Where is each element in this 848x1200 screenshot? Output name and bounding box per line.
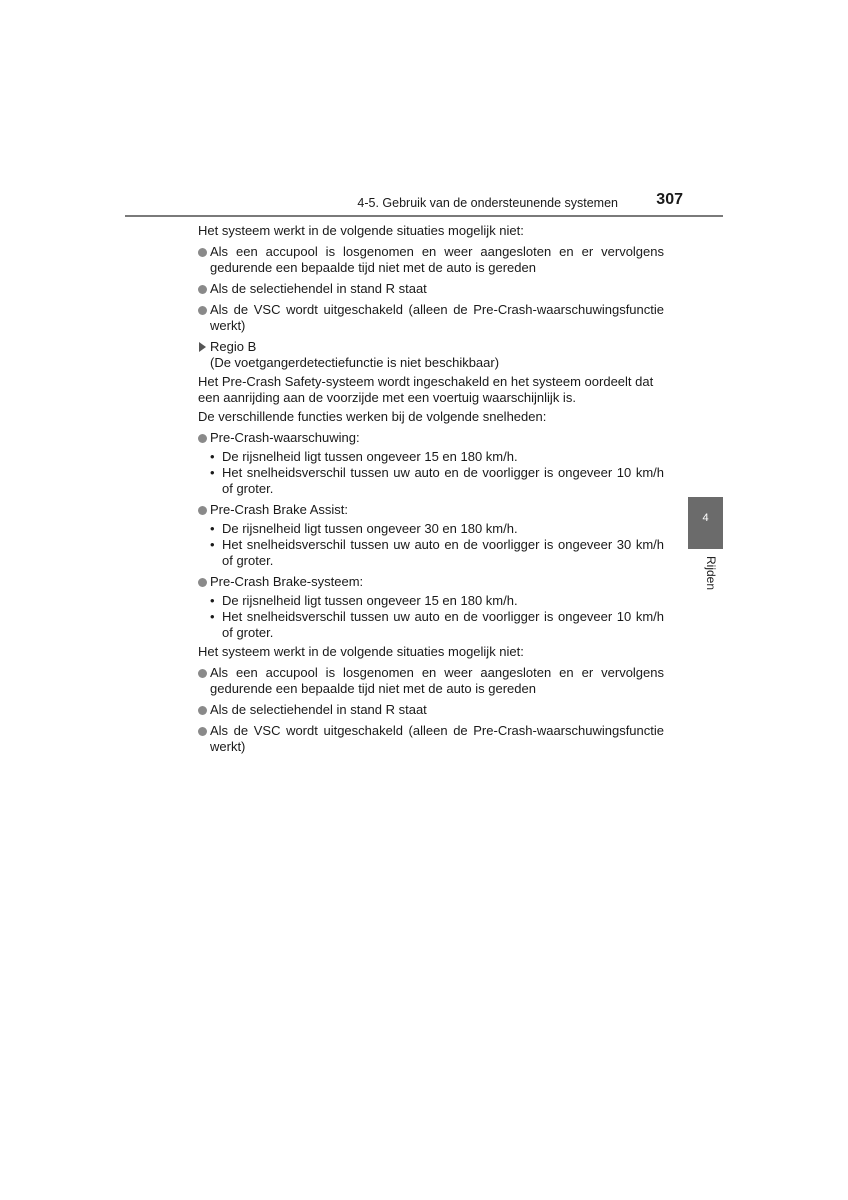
region-note: (De voetgangerdetectiefunctie is niet beschikbaar)	[210, 355, 500, 370]
sub-list-item: • Het snelheidsverschil tussen uw auto en de voorligger is ongeveer 30 km/h of groter.	[210, 537, 664, 568]
dot-bullet-icon: •	[210, 465, 215, 480]
function-item: Pre-Crash Brake Assist:	[198, 502, 664, 518]
list-item: Als de selectiehendel in stand R staat	[198, 702, 664, 718]
circle-bullet-icon	[198, 706, 207, 715]
function-item: Pre-Crash Brake-systeem:	[198, 574, 664, 590]
circle-bullet-icon	[198, 248, 207, 257]
section-title: 4-5. Gebruik van de ondersteunende systemen	[357, 196, 618, 210]
body-paragraph-2: De verschillende functies werken bij de volgende snelheden:	[198, 409, 547, 424]
dot-bullet-icon: •	[210, 537, 215, 552]
list-item: Als een accupool is losgenomen en weer aangesloten en er vervolgens gedurende een bepaalde tijd niet met de auto is gereden	[198, 665, 664, 697]
list-item: Als een accupool is losgenomen en weer aangesloten en er vervolgens gedurende een bepaalde tijd niet met de auto is gereden	[198, 244, 664, 276]
dot-bullet-icon: •	[210, 449, 215, 464]
circle-bullet-icon	[198, 727, 207, 736]
dot-bullet-icon: •	[210, 521, 215, 536]
body-paragraph-1: Het Pre-Crash Safety-systeem wordt ingeschakeld en het systeem oordeelt dat een aanrijding aan de voorzijde met een voertuig waarschijnlijk is.	[198, 374, 654, 405]
circle-bullet-icon	[198, 578, 207, 587]
region-title: Regio B	[210, 339, 257, 354]
chapter-label: Rijden	[704, 556, 718, 591]
region-heading	[198, 339, 664, 371]
circle-bullet-icon	[198, 506, 207, 515]
page-content	[198, 223, 664, 755]
list-item: Als de selectiehendel in stand R staat	[198, 281, 664, 297]
dot-bullet-icon: •	[210, 609, 215, 624]
circle-bullet-icon	[198, 285, 207, 294]
page-header	[125, 190, 723, 218]
sub-list-item: • Het snelheidsverschil tussen uw auto en de voorligger is ongeveer 10 km/h of groter.	[210, 609, 664, 640]
triangle-right-icon	[199, 342, 206, 352]
function-item: Pre-Crash-waarschuwing:	[198, 430, 664, 446]
circle-bullet-icon	[198, 434, 207, 443]
list-item: Als de VSC wordt uitgeschakeld (alleen de Pre-Crash-waarschuwingsfunctie werkt)	[198, 723, 664, 755]
dot-bullet-icon: •	[210, 593, 215, 608]
sub-list-item: • De rijsnelheid ligt tussen ongeveer 15 en 180 km/h.	[210, 449, 518, 464]
page-number: 307	[656, 191, 683, 208]
header-divider	[125, 215, 723, 217]
chapter-number: 4	[702, 512, 709, 524]
sub-list-item: • Het snelheidsverschil tussen uw auto en de voorligger is ongeveer 10 km/h of groter.	[210, 465, 664, 496]
intro-paragraph-2: Het systeem werkt in de volgende situaties mogelijk niet:	[198, 644, 524, 659]
sub-list-item: • De rijsnelheid ligt tussen ongeveer 30 en 180 km/h.	[210, 521, 518, 536]
circle-bullet-icon	[198, 669, 207, 678]
sub-list-item: • De rijsnelheid ligt tussen ongeveer 15 en 180 km/h.	[210, 593, 518, 608]
chapter-tab	[688, 497, 723, 549]
list-item: Als de VSC wordt uitgeschakeld (alleen de Pre-Crash-waarschuwingsfunctie werkt)	[198, 302, 664, 334]
intro-paragraph-1: Het systeem werkt in de volgende situaties mogelijk niet:	[198, 223, 524, 238]
circle-bullet-icon	[198, 306, 207, 315]
